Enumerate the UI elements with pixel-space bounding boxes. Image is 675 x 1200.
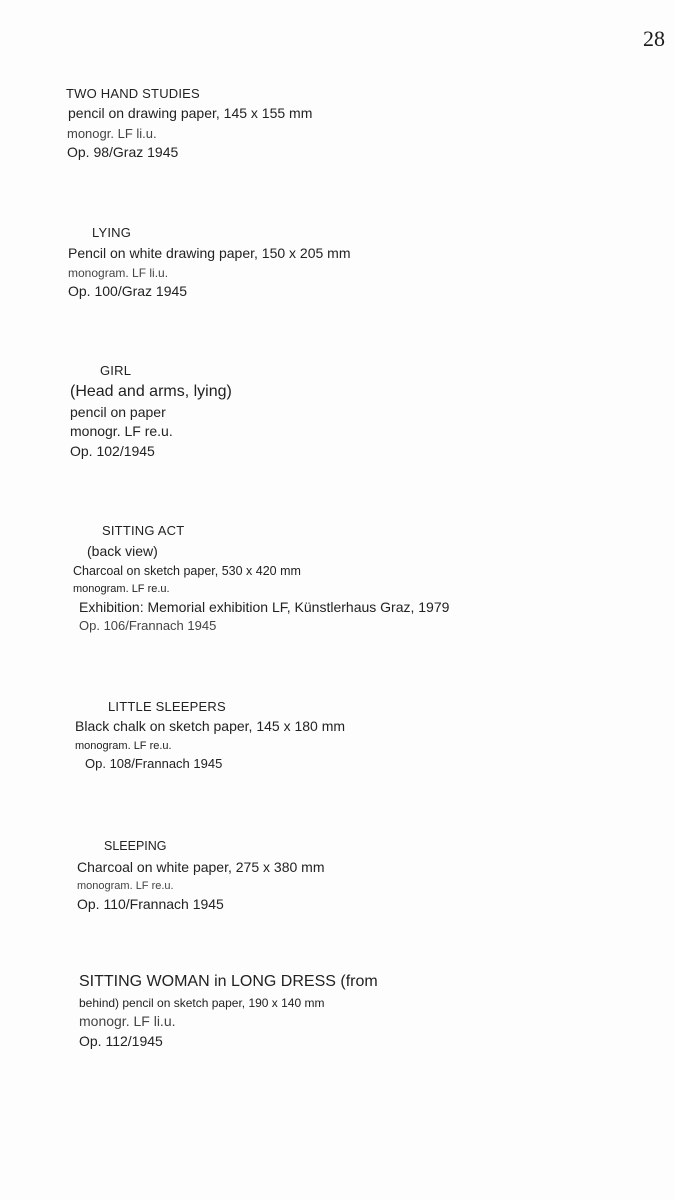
- entry-signature: monogr. LF re.u.: [70, 423, 173, 440]
- entry-signature: monogram. LF re.u.: [75, 739, 172, 752]
- entry-medium: pencil on paper: [70, 403, 166, 420]
- entry-title: SITTING ACT: [102, 523, 185, 538]
- entry-signature: monogram. LF li.u.: [68, 265, 169, 280]
- catalog-entry: [75, 700, 635, 771]
- entry-medium: Charcoal on white paper, 275 x 380 mm: [77, 858, 325, 875]
- entry-title: GIRL: [100, 363, 132, 378]
- entry-opus: Op. 98/Graz 1945: [67, 143, 179, 160]
- catalog-entry: [73, 524, 633, 633]
- entry-opus: Op. 102/1945: [70, 442, 155, 459]
- catalog-entry: [70, 364, 630, 459]
- entry-medium: Charcoal on sketch paper, 530 x 420 mm: [73, 563, 301, 578]
- entry-subtitle: (back view): [87, 543, 158, 560]
- entry-title: LITTLE SLEEPERS: [108, 699, 226, 714]
- entry-title: LYING: [92, 225, 132, 240]
- entry-medium: Black chalk on sketch paper, 145 x 180 mm: [75, 718, 346, 735]
- entry-title: SLEEPING: [104, 839, 167, 853]
- entry-title: SITTING WOMAN in LONG DRESS (from: [79, 973, 378, 990]
- entry-opus: Op. 108/Frannach 1945: [85, 755, 223, 771]
- catalog-entry: [79, 973, 639, 1050]
- entry-signature: monogr. LF li.u.: [79, 1012, 176, 1029]
- catalog-entry: [77, 840, 637, 913]
- entry-opus: Op. 100/Graz 1945: [68, 282, 188, 299]
- catalog-entry: [68, 226, 628, 299]
- entry-title: TWO HAND STUDIES: [66, 86, 200, 101]
- catalog-entry: [66, 87, 626, 160]
- entry-signature: monogr. LF li.u.: [67, 125, 157, 141]
- entry-medium: Pencil on white drawing paper, 150 x 205 mm: [68, 245, 351, 262]
- entry-subtitle: (Head and arms, lying): [70, 383, 232, 401]
- entry-medium: pencil on drawing paper, 145 x 155 mm: [68, 105, 313, 122]
- entry-signature: monogram. LF re.u.: [77, 880, 174, 893]
- entry-opus: Op. 112/1945: [79, 1033, 163, 1050]
- entry-opus: Op. 110/Frannach 1945: [77, 896, 224, 913]
- entry-opus: Op. 106/Frannach 1945: [79, 617, 217, 633]
- page-number: 28: [643, 26, 665, 51]
- entry-exhibition: Exhibition: Memorial exhibition LF, Künstlerhaus Graz, 1979: [79, 598, 450, 615]
- entry-medium: behind) pencil on sketch paper, 190 x 140 mm: [79, 995, 325, 1010]
- entry-signature: monogram. LF re.u.: [73, 583, 170, 596]
